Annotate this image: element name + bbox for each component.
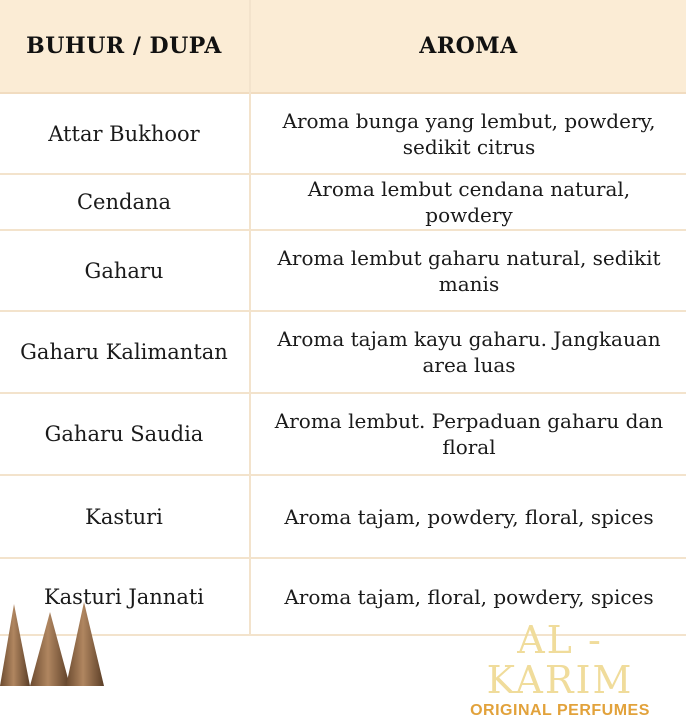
- incense-cone-middle: [30, 612, 70, 686]
- aroma-description: Aroma tajam, floral, powdery, spices: [284, 584, 654, 609]
- logo-tagline: ORIGINAL PERFUMES: [470, 702, 650, 719]
- product-name: Gaharu Kalimantan: [20, 340, 228, 364]
- brand-logo: [440, 620, 680, 720]
- aroma-description: Aroma tajam, powdery, floral, spices: [284, 504, 654, 529]
- aroma-description: Aroma bunga yang lembut, powdery, sedikit citrus: [282, 108, 656, 159]
- table-row: [0, 175, 686, 231]
- table-row: [0, 94, 686, 175]
- aroma-description: Aroma tajam kayu gaharu. Jangkauan area luas: [277, 327, 661, 377]
- table-row: [0, 476, 686, 559]
- product-name: Gaharu Saudia: [44, 422, 204, 446]
- table-row: [0, 394, 686, 476]
- column-divider: [249, 0, 251, 636]
- table-row: [0, 231, 686, 312]
- incense-cone-left: [0, 604, 30, 686]
- aroma-description: Aroma lembut. Perpaduan gaharu dan floral: [274, 409, 664, 459]
- table-header: [0, 0, 686, 94]
- table-row: [0, 312, 686, 394]
- product-name: Cendana: [76, 190, 172, 214]
- product-name: Kasturi: [85, 504, 163, 529]
- product-name: Attar Bukhoor: [48, 121, 200, 146]
- header-buhur-dupa: BUHUR / DUPA: [26, 33, 222, 59]
- product-name: Gaharu: [84, 258, 164, 283]
- aroma-description: Aroma lembut cendana natural, powdery: [307, 177, 631, 227]
- header-aroma: AROMA: [419, 33, 518, 59]
- incense-cone-right: [66, 602, 104, 686]
- product-name: Kasturi Jannati: [43, 584, 205, 609]
- incense-cones-image: [0, 600, 110, 686]
- logo-text: AL - KARIM: [486, 618, 634, 702]
- aroma-description: Aroma lembut gaharu natural, sedikit manis: [277, 245, 661, 296]
